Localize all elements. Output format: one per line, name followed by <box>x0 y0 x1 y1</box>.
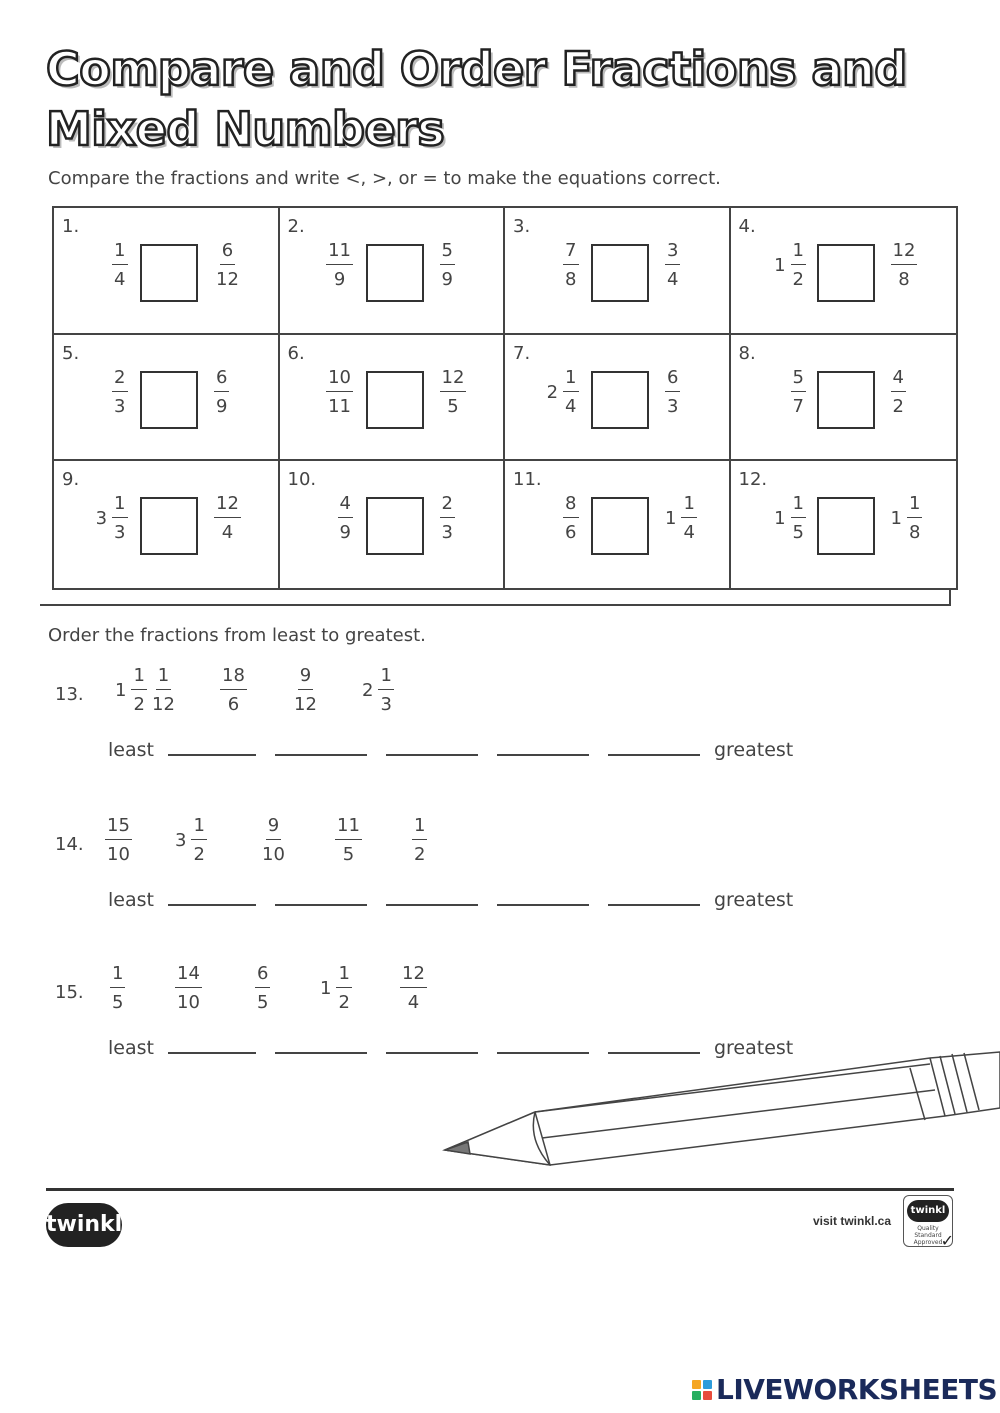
numerator: 1 <box>336 965 351 988</box>
numerator: 15 <box>105 817 132 840</box>
numerator: 1 <box>791 242 806 265</box>
fraction <box>791 366 806 417</box>
compare-cell <box>280 208 506 335</box>
fraction <box>112 366 127 417</box>
order-fraction <box>335 817 362 864</box>
fraction <box>150 667 177 714</box>
left-fraction <box>112 242 127 289</box>
question-number: 2. <box>287 216 305 237</box>
fraction <box>320 965 352 1012</box>
right-fraction <box>440 366 467 417</box>
fraction-part <box>563 242 578 289</box>
fraction <box>362 667 394 714</box>
fraction-part <box>665 366 680 417</box>
whole-number: 3 <box>95 508 108 530</box>
answer-box[interactable] <box>366 371 424 429</box>
answer-box[interactable] <box>140 244 198 302</box>
order-fraction <box>175 965 202 1012</box>
color-square <box>703 1380 712 1389</box>
fraction-part <box>665 242 680 289</box>
numerator: 1 <box>791 495 806 518</box>
whole-number: 2 <box>546 381 559 403</box>
fraction-part <box>191 817 206 864</box>
numerator: 12 <box>400 965 427 988</box>
right-fraction <box>891 366 906 417</box>
left-fraction <box>96 495 128 542</box>
fraction <box>412 817 427 864</box>
question-number: 3. <box>513 216 531 237</box>
denominator: 10 <box>262 844 285 865</box>
answer-blank[interactable] <box>386 904 478 906</box>
greatest-label: greatest <box>713 1037 794 1059</box>
whole-number: 1 <box>115 680 127 701</box>
whole-number: 3 <box>175 830 187 851</box>
question-number: 8. <box>738 342 756 364</box>
denominator: 10 <box>177 992 200 1013</box>
fraction <box>220 667 247 714</box>
fraction <box>665 242 680 289</box>
question-number: 14. <box>55 834 84 855</box>
numerator: 1 <box>131 667 146 690</box>
order-fraction <box>412 817 427 864</box>
denominator: 6 <box>227 694 240 715</box>
check-icon: ✓ <box>940 1231 954 1250</box>
answer-box[interactable] <box>591 497 649 555</box>
least-label: least <box>108 889 154 911</box>
fraction <box>338 495 353 542</box>
numerator: 5 <box>440 242 455 265</box>
denominator: 3 <box>114 395 126 417</box>
denominator: 3 <box>667 395 679 417</box>
page-title-line-1: Compare and Order Fractions and <box>46 42 907 96</box>
whole-number: 1 <box>320 978 332 999</box>
fraction-part <box>110 965 125 1012</box>
fraction <box>774 242 806 289</box>
order-fraction <box>150 667 177 714</box>
badge-logo: twinkl <box>907 1200 949 1222</box>
denominator: 7 <box>792 395 804 417</box>
order-fraction <box>320 965 352 1012</box>
compare-cell <box>280 335 506 462</box>
left-fraction <box>563 242 578 289</box>
fraction-part <box>440 366 467 417</box>
denominator: 5 <box>792 522 804 544</box>
fraction-part <box>891 242 918 289</box>
fraction-part <box>214 366 229 417</box>
question-number: 15. <box>55 982 84 1003</box>
numerator: 6 <box>255 965 270 988</box>
numerator: 5 <box>791 369 806 392</box>
denominator: 2 <box>193 844 205 865</box>
numerator: 1 <box>156 667 171 690</box>
fraction-part <box>131 667 146 714</box>
numerator: 1 <box>112 495 127 518</box>
denominator: 4 <box>683 522 695 544</box>
fraction-part <box>255 965 270 1012</box>
numerator: 10 <box>326 369 353 392</box>
fraction-part <box>292 667 319 714</box>
question-number: 6. <box>287 342 305 364</box>
footer-divider <box>46 1188 954 1191</box>
denominator: 10 <box>107 844 130 865</box>
denominator: 4 <box>407 992 420 1013</box>
answer-blank[interactable] <box>608 754 700 756</box>
compare-cell <box>731 461 957 588</box>
compare-cell <box>280 461 506 588</box>
numerator: 12 <box>440 369 467 392</box>
pencil-illustration <box>440 1050 1000 1170</box>
denominator: 5 <box>342 844 355 865</box>
denominator: 2 <box>338 992 350 1013</box>
greatest-label: greatest <box>713 739 794 761</box>
fraction <box>335 817 362 864</box>
denominator: 3 <box>441 522 453 544</box>
answer-box[interactable] <box>366 244 424 302</box>
fraction-part <box>326 242 353 289</box>
fraction-part <box>907 495 922 542</box>
order-fraction <box>110 965 125 1012</box>
right-fraction <box>891 242 918 289</box>
numerator: 6 <box>220 242 235 265</box>
answer-blank[interactable] <box>275 754 367 756</box>
denominator: 3 <box>380 694 392 715</box>
fraction <box>292 667 319 714</box>
fraction-part <box>440 495 455 542</box>
left-fraction <box>774 495 806 542</box>
order-fraction <box>260 817 287 864</box>
denominator: 5 <box>257 992 269 1013</box>
fraction-part <box>336 965 351 1012</box>
right-fraction <box>665 495 697 542</box>
left-fraction <box>791 366 806 417</box>
fraction-part <box>105 817 132 864</box>
fraction-part <box>412 817 427 864</box>
fraction-part <box>214 242 241 289</box>
question-number: 1. <box>62 216 80 237</box>
numerator: 9 <box>266 817 281 840</box>
compare-cell <box>54 335 280 462</box>
right-fraction <box>440 242 455 289</box>
fraction <box>105 817 132 864</box>
answer-box[interactable] <box>140 497 198 555</box>
answer-blank[interactable] <box>608 904 700 906</box>
answer-blank[interactable] <box>275 904 367 906</box>
fraction <box>112 242 127 289</box>
fraction-part <box>378 667 393 714</box>
answer-blank[interactable] <box>168 1052 256 1054</box>
order-fraction <box>175 817 207 864</box>
fraction <box>440 495 455 542</box>
fraction-part <box>112 366 127 417</box>
fraction <box>891 495 923 542</box>
fraction-part <box>326 366 353 417</box>
fraction-part <box>791 242 806 289</box>
fraction <box>214 366 229 417</box>
fraction <box>665 495 697 542</box>
denominator: 6 <box>565 522 577 544</box>
color-square <box>703 1391 712 1400</box>
visit-link[interactable]: visit twinkl.ca <box>813 1214 892 1228</box>
right-fraction <box>665 366 680 417</box>
numerator: 1 <box>681 495 696 518</box>
numerator: 8 <box>563 495 578 518</box>
fraction <box>440 242 455 289</box>
page-title-line-2: Mixed Numbers <box>46 102 445 156</box>
fraction-part <box>563 366 578 417</box>
fraction-part <box>338 495 353 542</box>
denominator: 12 <box>294 694 317 715</box>
numerator: 2 <box>112 369 127 392</box>
numerator: 14 <box>175 965 202 988</box>
answer-box[interactable] <box>366 497 424 555</box>
fraction <box>665 366 680 417</box>
denominator: 8 <box>908 522 921 544</box>
answer-blank[interactable] <box>386 754 478 756</box>
answer-blank[interactable] <box>497 904 589 906</box>
denominator: 4 <box>114 269 126 290</box>
answer-box[interactable] <box>591 244 649 302</box>
compare-grid <box>52 206 958 590</box>
compare-cell <box>731 208 957 335</box>
numerator: 11 <box>326 242 353 265</box>
least-label: least <box>108 1037 154 1059</box>
numerator: 1 <box>378 667 393 690</box>
answer-box[interactable] <box>140 371 198 429</box>
numerator: 11 <box>335 817 362 840</box>
answer-box[interactable] <box>817 497 875 555</box>
fraction <box>891 366 906 417</box>
compare-cell <box>505 461 731 588</box>
whole-number: 1 <box>774 508 786 530</box>
numerator: 1 <box>191 817 206 840</box>
numerator: 7 <box>563 242 578 265</box>
numerator: 6 <box>665 369 680 392</box>
numerator: 1 <box>563 369 578 392</box>
order-fraction <box>292 667 319 714</box>
fraction-part <box>112 242 127 289</box>
answer-blank[interactable] <box>275 1052 367 1054</box>
liveworksheets-text: LIVEWORKSHEETS <box>716 1373 998 1406</box>
denominator: 2 <box>892 395 904 417</box>
question-number: 7. <box>513 342 531 364</box>
denominator: 5 <box>112 992 124 1013</box>
compare-instructions: Compare the fractions and write <, >, or = to make the equations correct. <box>48 168 721 189</box>
fraction-part <box>214 495 241 542</box>
order-fraction <box>220 667 247 714</box>
fraction-part <box>260 817 287 864</box>
denominator: 2 <box>792 269 804 290</box>
quality-badge <box>903 1195 954 1250</box>
denominator: 2 <box>414 844 426 865</box>
fraction <box>214 242 241 289</box>
numerator: 9 <box>298 667 313 690</box>
badge-text: Quality Standard Approved <box>913 1225 943 1246</box>
denominator: 5 <box>447 395 459 417</box>
right-fraction <box>665 242 680 289</box>
left-fraction <box>546 366 579 417</box>
denominator: 9 <box>339 522 351 544</box>
fraction <box>326 242 353 289</box>
question-number: 4. <box>738 216 756 237</box>
left-fraction <box>338 495 353 542</box>
denominator: 4 <box>667 269 679 290</box>
numerator: 12 <box>214 495 241 518</box>
order-fraction <box>115 667 147 714</box>
fraction-part <box>112 495 127 542</box>
order-fraction <box>400 965 427 1012</box>
answer-blank[interactable] <box>497 754 589 756</box>
fraction <box>440 366 467 417</box>
left-fraction <box>112 366 127 417</box>
numerator: 12 <box>891 242 918 265</box>
left-fraction <box>326 242 353 289</box>
order-fraction <box>105 817 132 864</box>
denominator: 2 <box>133 694 145 715</box>
denominator: 8 <box>565 269 577 290</box>
fraction <box>115 667 147 714</box>
fraction <box>255 965 270 1012</box>
denominator: 12 <box>152 694 175 715</box>
liveworksheets-icon <box>692 1380 712 1400</box>
fraction-part <box>791 366 806 417</box>
whole-number: 2 <box>362 680 374 701</box>
question-number: 5. <box>62 342 80 364</box>
numerator: 2 <box>440 495 455 518</box>
numerator: 1 <box>110 965 125 988</box>
color-square <box>692 1380 701 1389</box>
answer-box[interactable] <box>817 244 875 302</box>
fraction <box>326 366 353 417</box>
answer-line <box>108 889 793 911</box>
answer-line <box>108 739 793 761</box>
numerator: 4 <box>891 369 906 392</box>
denominator: 9 <box>441 269 453 290</box>
answer-box[interactable] <box>591 371 649 429</box>
fraction-part <box>150 667 177 714</box>
fraction-part <box>891 366 906 417</box>
fraction-part <box>681 495 696 542</box>
fraction <box>214 495 241 542</box>
color-square <box>692 1391 701 1400</box>
order-instructions: Order the fractions from least to greatest. <box>48 625 426 646</box>
fraction <box>546 366 579 417</box>
denominator: 4 <box>221 522 234 544</box>
numerator: 1 <box>412 817 427 840</box>
answer-blank[interactable] <box>168 754 256 756</box>
question-number: 10. <box>287 469 317 491</box>
fraction-part <box>220 667 247 714</box>
fraction-part <box>175 965 202 1012</box>
compare-cell <box>505 335 731 462</box>
fraction-part <box>335 817 362 864</box>
whole-number: 1 <box>890 508 902 530</box>
twinkl-logo: twinkl <box>46 1203 122 1247</box>
left-fraction <box>774 242 806 289</box>
numerator: 3 <box>665 242 680 265</box>
numerator: 4 <box>338 495 353 518</box>
order-fraction <box>362 667 394 714</box>
whole-number: 1 <box>665 508 677 530</box>
denominator: 9 <box>216 395 228 417</box>
denominator: 3 <box>114 522 126 544</box>
denominator: 12 <box>216 269 239 290</box>
liveworksheets-watermark <box>692 1373 997 1406</box>
fraction-part <box>400 965 427 1012</box>
compare-cell <box>54 208 280 335</box>
greatest-label: greatest <box>713 889 794 911</box>
whole-number: 1 <box>774 255 786 276</box>
question-number: 11. <box>513 469 542 491</box>
fraction <box>96 495 128 542</box>
denominator: 9 <box>333 269 346 290</box>
fraction <box>175 965 202 1012</box>
fraction <box>563 495 578 542</box>
compare-cell <box>731 335 957 462</box>
right-fraction <box>440 495 455 542</box>
answer-blank[interactable] <box>168 904 256 906</box>
right-fraction <box>214 495 241 542</box>
fraction <box>260 817 287 864</box>
fraction <box>563 242 578 289</box>
fraction <box>774 495 806 542</box>
left-fraction <box>326 366 353 417</box>
compare-cell <box>54 461 280 588</box>
numerator: 6 <box>214 369 229 392</box>
fraction-part <box>791 495 806 542</box>
right-fraction <box>214 366 229 417</box>
least-label: least <box>108 739 154 761</box>
answer-box[interactable] <box>817 371 875 429</box>
left-fraction <box>563 495 578 542</box>
fraction-part <box>440 242 455 289</box>
numerator: 1 <box>907 495 922 518</box>
fraction <box>891 242 918 289</box>
numerator: 1 <box>112 242 127 265</box>
denominator: 11 <box>328 395 351 417</box>
fraction <box>400 965 427 1012</box>
numerator: 18 <box>220 667 247 690</box>
right-fraction <box>891 495 923 542</box>
question-number: 9. <box>62 469 80 491</box>
denominator: 4 <box>565 395 577 417</box>
fraction <box>175 817 207 864</box>
fraction-part <box>563 495 578 542</box>
compare-cell <box>505 208 731 335</box>
fraction <box>110 965 125 1012</box>
right-fraction <box>214 242 241 289</box>
denominator: 8 <box>898 269 910 290</box>
question-number: 13. <box>55 684 84 705</box>
question-number: 12. <box>738 469 768 491</box>
order-fraction <box>255 965 270 1012</box>
